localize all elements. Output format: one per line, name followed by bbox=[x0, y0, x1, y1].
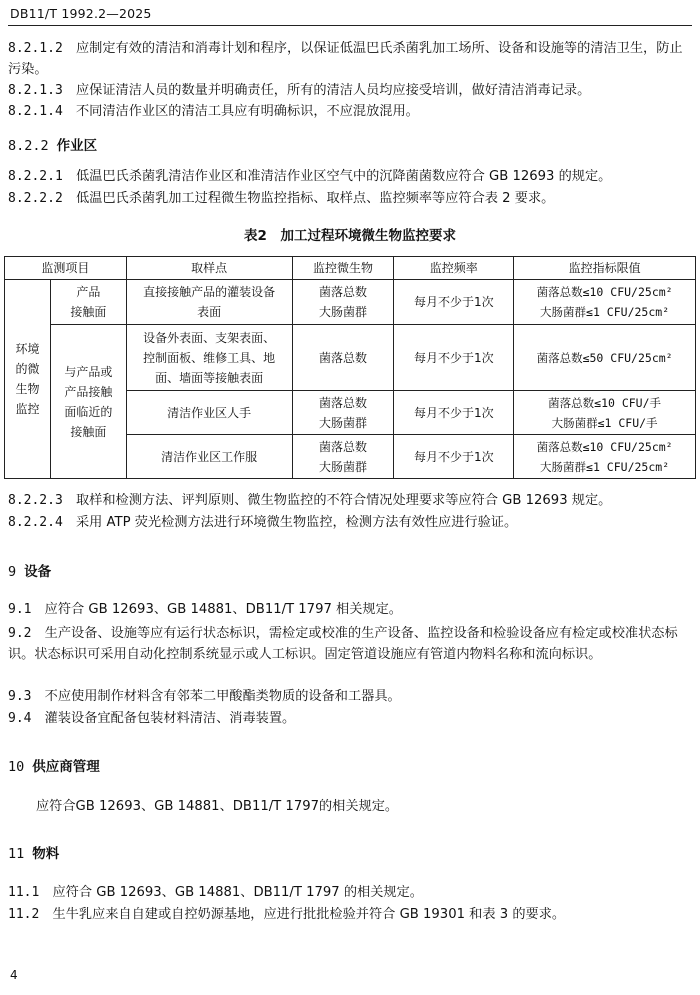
cell-point: 清洁作业区工作服 bbox=[126, 435, 292, 479]
header-freq: 监控频率 bbox=[394, 257, 514, 280]
limit-line: 菌落总数≤10 CFU/25cm² bbox=[536, 439, 673, 454]
document-id: DB11/T 1992.2—2025 bbox=[10, 6, 152, 21]
group-line: 监控 bbox=[15, 402, 40, 416]
heading-number: 11 bbox=[8, 846, 25, 862]
clause-10-text: 应符合GB 12693、GB 14881、DB11/T 1797的相关规定。 bbox=[36, 799, 399, 814]
sub-product-contact bbox=[50, 280, 126, 325]
point-line: 设备外表面、支架表面、 bbox=[143, 330, 276, 345]
clause-number: 9.3 bbox=[8, 689, 32, 704]
clause-text: 采用 ATP 荧光检测方法进行环境微生物监控，检测方法有效性应进行验证。 bbox=[75, 515, 518, 530]
limit-line: 菌落总数≤10 CFU/手 bbox=[548, 395, 662, 410]
table-caption: 表2 加工过程环境微生物监控要求 bbox=[244, 228, 456, 244]
clause-number: 8.2.2.3 bbox=[8, 493, 63, 508]
monitoring-table bbox=[4, 256, 696, 479]
limit-line: 大肠菌群≤1 CFU/25cm² bbox=[540, 459, 670, 474]
clause-11-2 bbox=[8, 904, 692, 925]
heading-8-2-2 bbox=[8, 134, 97, 154]
point-line: 表面 bbox=[197, 305, 222, 319]
clause-number: 8.2.2.2 bbox=[8, 191, 63, 206]
sub-line: 产品 bbox=[76, 285, 101, 299]
clause-number: 9.1 bbox=[8, 602, 32, 617]
table-row bbox=[5, 280, 696, 325]
header-item: 监测项目 bbox=[5, 257, 127, 280]
microbe-line: 大肠菌群 bbox=[318, 305, 367, 319]
clause-number: 11.1 bbox=[8, 885, 40, 900]
limit-line: 大肠菌群≤1 CFU/25cm² bbox=[540, 305, 670, 319]
cell-microbe bbox=[292, 435, 394, 479]
heading-number: 8.2.2 bbox=[8, 138, 49, 154]
sub-line: 面临近的 bbox=[64, 404, 113, 419]
clause-8-2-2-4 bbox=[8, 512, 692, 533]
page-number: 4 bbox=[10, 968, 18, 982]
clause-text: 低温巴氏杀菌乳加工过程微生物监控指标、取样点、监控频率等应符合表 2 要求。 bbox=[75, 191, 555, 206]
cell-limit: 菌落总数≤50 CFU/25cm² bbox=[514, 325, 696, 391]
point-line: 面、墙面等接触表面 bbox=[155, 370, 264, 385]
clause-8-2-1-3 bbox=[8, 80, 692, 101]
microbe-line: 菌落总数 bbox=[318, 439, 367, 454]
heading-9 bbox=[8, 560, 51, 580]
clause-8-2-2-2 bbox=[8, 188, 692, 209]
clause-text: 灌装设备宜配备包装材料清洁、消毒装置。 bbox=[44, 711, 296, 726]
clause-text: 应符合 GB 12693、GB 14881、DB11/T 1797 的相关规定。 bbox=[52, 885, 423, 900]
heading-number: 9 bbox=[8, 564, 17, 580]
heading-number: 10 bbox=[8, 759, 25, 775]
limit-line: 菌落总数≤10 CFU/25cm² bbox=[536, 285, 673, 299]
clause-11-1 bbox=[8, 882, 692, 903]
group-env-monitoring bbox=[5, 280, 51, 479]
heading-text: 物料 bbox=[32, 846, 60, 862]
clause-text: 应保证清洁人员的数量并明确责任，所有的清洁人员均应接受培训，做好清洁消毒记录。 bbox=[75, 83, 591, 98]
heading-text: 设备 bbox=[24, 564, 52, 580]
group-line: 的微 bbox=[15, 362, 40, 376]
clause-number: 8.2.1.2 bbox=[8, 41, 63, 56]
clause-text: 生产设备、设施等应有运行状态标识，需检定或校准的生产设备、监控设备和检验设备应有检定或校准状态标识。状态标识可采用自动化控制系统显示或人工标识。固定管道设施应有管道内物料名称和流向标识。 bbox=[8, 626, 678, 662]
table-row bbox=[5, 325, 696, 391]
cell-microbe bbox=[292, 391, 394, 435]
microbe-line: 菌落总数 bbox=[318, 395, 367, 410]
microbe-line: 大肠菌群 bbox=[318, 415, 367, 430]
sub-line: 接触面 bbox=[70, 305, 107, 319]
cell-limit bbox=[514, 391, 696, 435]
clause-text: 应制定有效的清洁和消毒计划和程序，以保证低温巴氏杀菌乳加工场所、设备和设施等的清洁卫生，防止污染。 bbox=[8, 41, 683, 77]
heading-11 bbox=[8, 842, 59, 862]
table-header-row bbox=[5, 257, 696, 280]
clause-text: 应符合 GB 12693、GB 14881、DB11/T 1797 相关规定。 bbox=[44, 602, 402, 617]
cell-microbe bbox=[292, 280, 394, 325]
cell-limit bbox=[514, 280, 696, 325]
cell-freq: 每月不少于1次 bbox=[394, 280, 514, 325]
group-line: 环境 bbox=[15, 342, 40, 356]
sub-near-contact bbox=[50, 325, 126, 479]
clause-8-2-2-1 bbox=[8, 166, 692, 187]
microbe-line: 大肠菌群 bbox=[318, 459, 367, 474]
sub-line: 产品接触 bbox=[64, 384, 113, 399]
clause-9-3 bbox=[8, 686, 692, 707]
heading-text: 供应商管理 bbox=[32, 759, 100, 775]
header-rule bbox=[8, 25, 692, 26]
clause-number: 11.2 bbox=[8, 907, 40, 922]
clause-8-2-1-2 bbox=[8, 38, 692, 80]
clause-text: 不应使用制作材料含有邻苯二甲酸酯类物质的设备和工器具。 bbox=[44, 689, 401, 704]
group-line: 生物 bbox=[15, 382, 40, 396]
cell-limit bbox=[514, 435, 696, 479]
point-line: 控制面板、维修工具、地 bbox=[143, 350, 276, 365]
point-line: 直接接触产品的灌装设备 bbox=[143, 285, 276, 299]
heading-text: 作业区 bbox=[56, 138, 98, 154]
microbe-line: 菌落总数 bbox=[318, 285, 367, 299]
clause-8-2-1-4 bbox=[8, 101, 692, 122]
cell-point bbox=[126, 325, 292, 391]
clause-number: 9.2 bbox=[8, 626, 32, 641]
clause-text: 取样和检测方法、评判原则、微生物监控的不符合情况处理要求等应符合 GB 12693 规定。 bbox=[75, 493, 612, 508]
clause-number: 8.2.1.3 bbox=[8, 83, 63, 98]
heading-10 bbox=[8, 755, 100, 775]
clause-text: 生牛乳应来自自建或自控奶源基地，应进行批批检验并符合 GB 19301 和表 3 的要求。 bbox=[52, 907, 566, 922]
clause-9-1 bbox=[8, 599, 692, 620]
cell-point: 清洁作业区人手 bbox=[126, 391, 292, 435]
cell-point bbox=[126, 280, 292, 325]
clause-text: 低温巴氏杀菌乳清洁作业区和准清洁作业区空气中的沉降菌菌数应符合 GB 12693 的规定。 bbox=[75, 169, 612, 184]
sub-line: 接触面 bbox=[70, 424, 107, 439]
header-point: 取样点 bbox=[126, 257, 292, 280]
clause-number: 8.2.2.1 bbox=[8, 169, 63, 184]
cell-freq: 每月不少于1次 bbox=[394, 435, 514, 479]
header-limit: 监控指标限值 bbox=[514, 257, 696, 280]
clause-text: 不同清洁作业区的清洁工具应有明确标识，不应混放混用。 bbox=[75, 104, 419, 119]
cell-microbe: 菌落总数 bbox=[292, 325, 394, 391]
clause-number: 8.2.2.4 bbox=[8, 515, 63, 530]
header-microbe: 监控微生物 bbox=[292, 257, 394, 280]
clause-9-4 bbox=[8, 708, 692, 729]
cell-freq: 每月不少于1次 bbox=[394, 391, 514, 435]
sub-line: 与产品或 bbox=[64, 364, 113, 379]
clause-9-2 bbox=[8, 623, 692, 665]
cell-freq: 每月不少于1次 bbox=[394, 325, 514, 391]
clause-8-2-2-3 bbox=[8, 490, 692, 511]
clause-number: 8.2.1.4 bbox=[8, 104, 63, 119]
limit-line: 大肠菌群≤1 CFU/手 bbox=[551, 415, 658, 430]
clause-number: 9.4 bbox=[8, 711, 32, 726]
